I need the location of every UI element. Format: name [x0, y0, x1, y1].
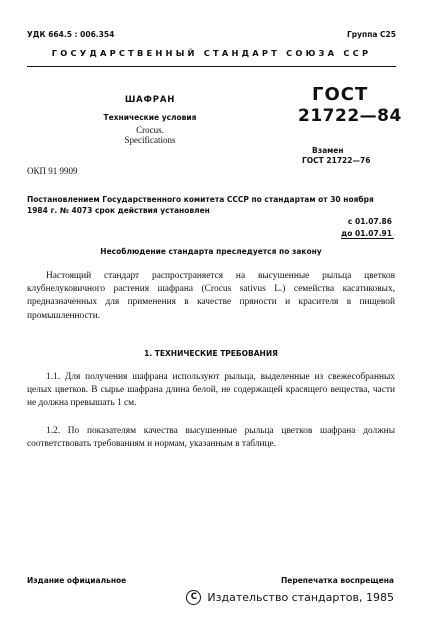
legal-warning: Несоблюдение стандарта преследуется по закону	[100, 247, 322, 256]
replaced-standard: ГОСТ 21722—76	[302, 156, 371, 165]
copyright-icon: C	[186, 590, 201, 605]
header-rule	[27, 66, 396, 67]
gost-label: ГОСТ	[312, 84, 369, 105]
standard-type-header: ГОСУДАРСТВЕННЫЙ СТАНДАРТ СОЮЗА ССР	[51, 48, 372, 58]
validity-underline	[341, 238, 394, 239]
replaced-label: Взамен	[312, 146, 344, 155]
okp-code: ОКП 91 9909	[27, 166, 78, 176]
official-edition-label: Издание официальное	[27, 576, 127, 585]
group-code: Группа С25	[346, 30, 396, 39]
udk-code: УДК 664.5 : 006.354	[27, 30, 115, 39]
validity-from: с 01.07.86	[347, 217, 392, 226]
publisher-line	[186, 590, 394, 605]
latin-subtitle: Specifications	[124, 135, 176, 145]
intro-paragraph: Настоящий стандарт распространяется на высушенные рыльца цветков клубнелуковичного растения шафрана (Crocus sativus L.) семейства касатиковых, предназначенных для применения в качестве пряности и красителя в пищевой промышленности.	[27, 271, 395, 321]
latin-title: Crocus.	[136, 125, 164, 135]
publisher-name: Издательство стандартов, 1985	[207, 591, 394, 604]
validity-to: до 01.07.91	[341, 229, 392, 238]
reprint-prohibited-label: Перепечатка воспрещена	[280, 576, 394, 585]
document-title: ШАФРАН	[124, 95, 176, 105]
clause-1-1: 1.1. Для получения шафрана используют рыльца, выделенные из свежесобранных целых цветков. В сырье шафрана длина белой, не содержащей красящего вещества, части не должна превышать 1 см.	[27, 372, 395, 409]
clause-1-2: 1.2. По показателям качества высушенные рыльца цветков шафрана должны соответствовать требованиям и нормам, указанным в таблице.	[27, 426, 395, 450]
decree-text: Постановлением Государственного комитета СССР по стандартам от 30 ноября 1984 г. № 4073 срок действия установлен	[27, 195, 374, 215]
document-subtitle: Технические условия	[103, 113, 197, 122]
gost-number: 21722—84	[298, 106, 402, 126]
section-heading: 1. ТЕХНИЧЕСКИЕ ТРЕБОВАНИЯ	[144, 349, 278, 358]
